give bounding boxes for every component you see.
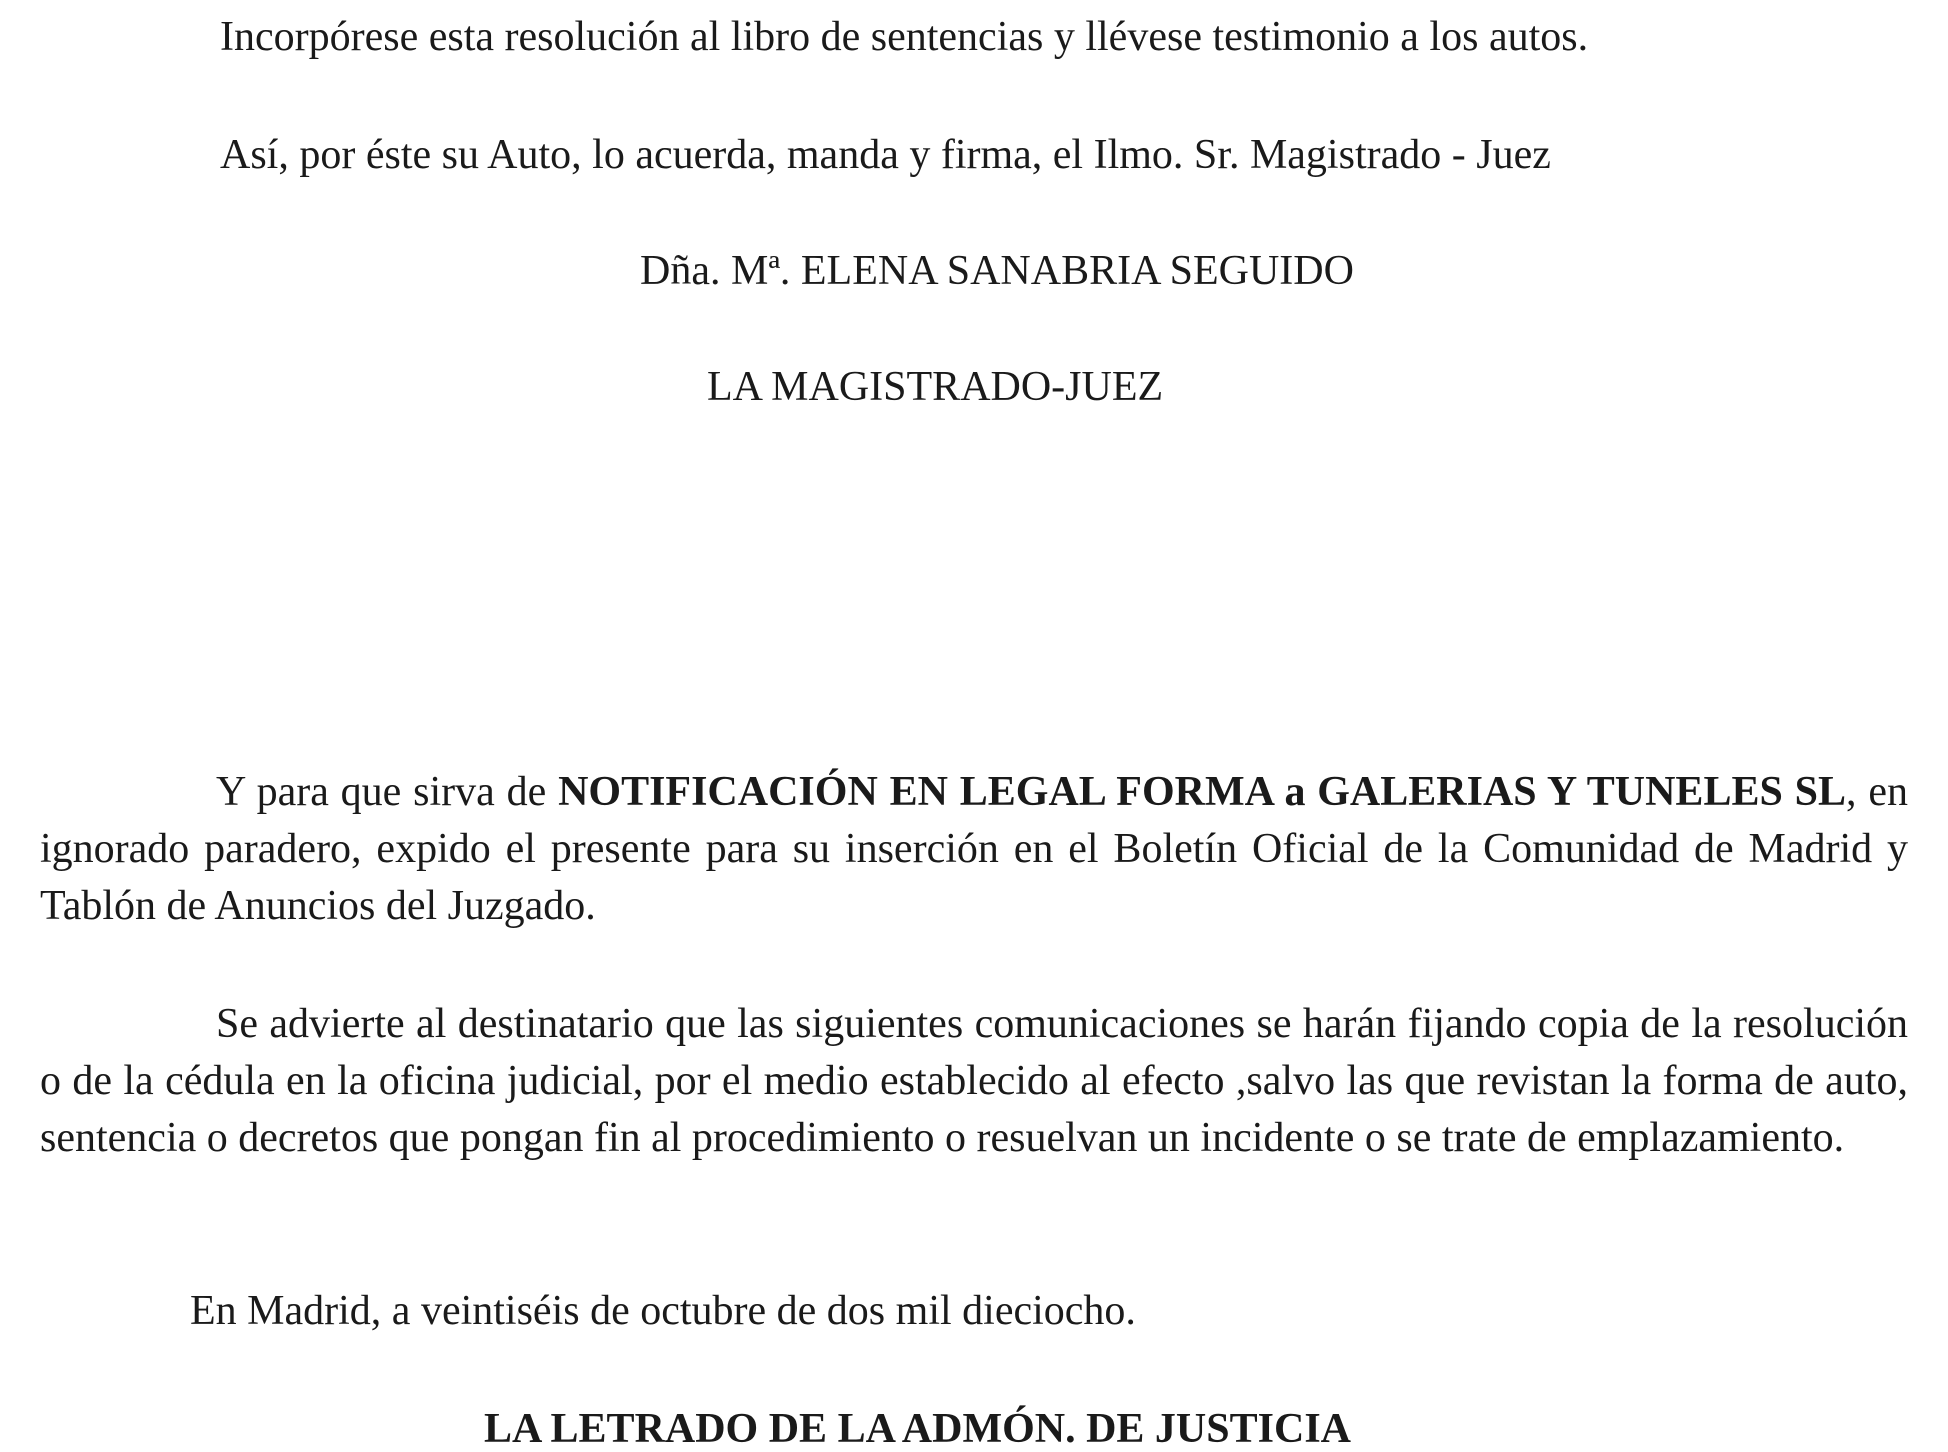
- resolution-incorporation-line: Incorpórese esta resolución al libro de sentencias y llévese testimonio a los autos.: [220, 14, 1589, 60]
- auto-signing-line: Así, por éste su Auto, lo acuerda, manda y firma, el Ilmo. Sr. Magistrado - Juez: [220, 132, 1551, 178]
- signature-title: LA LETRADO DE LA ADMÓN. DE JUSTICIA: [484, 1406, 1351, 1452]
- date-line: En Madrid, a veintiséis de octubre de dos mil dieciocho.: [190, 1288, 1136, 1334]
- judge-title: LA MAGISTRADO-JUEZ: [707, 364, 1164, 410]
- notification-rest: , en ignorado paradero, expido el presente para su inserción en el Boletín Oficial de la Comunidad de Madrid y Tablón de Anuncios del Juzgado.: [40, 769, 1908, 929]
- advertencia-paragraph: Se advierte al destinatario que las siguientes comunicaciones se harán fijando copia de la resolución o de la cédula en la oficina judicial, por el medio establecido al efecto ,salvo las que revistan la forma de auto, sentencia o decretos que pongan fin al procedimiento o resuelvan un incidente o se trate de emplazamiento.: [40, 1001, 1908, 1161]
- notification-recipient: NOTIFICACIÓN EN LEGAL FORMA a GALERIAS Y TUNELES SL: [558, 769, 1847, 815]
- notification-paragraph: [40, 764, 1908, 935]
- notification-intro: Y para que sirva de: [216, 769, 559, 815]
- judge-name: Dña. Mª. ELENA SANABRIA SEGUIDO: [640, 248, 1354, 294]
